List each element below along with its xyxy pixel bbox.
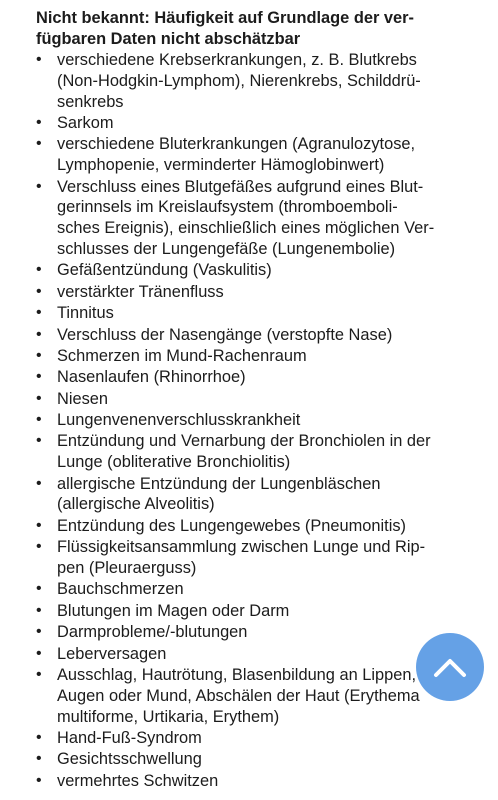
bullet: •	[36, 432, 42, 450]
heading-line: fügbaren Daten nicht abschätzbar	[36, 29, 301, 48]
list-item	[36, 367, 478, 388]
list-item-line: Verschluss eines Blutgefäßes aufgrund eines Blut-	[57, 177, 424, 196]
list-item-line: Gefäßentzündung (Vaskulitis)	[57, 261, 272, 280]
chevron-up-icon	[433, 656, 467, 678]
bullet: •	[36, 644, 42, 662]
list-item	[36, 622, 478, 643]
list-item-line: multiforme, Urtikaria, Erythem)	[57, 707, 280, 726]
list-item-line: schlusses der Lungengefäße (Lungenembolie)	[57, 239, 396, 258]
bullet: •	[36, 51, 42, 68]
document-content	[36, 8, 478, 792]
bullet: •	[36, 580, 42, 598]
list-item-line: Darmprobleme/-blutungen	[57, 623, 248, 642]
list-item-line: Lymphopenie, verminderter Hämoglobinwert)	[57, 156, 385, 175]
bullet: •	[36, 304, 42, 322]
bullet: •	[36, 368, 42, 386]
list-item	[36, 749, 478, 770]
list-item	[36, 579, 478, 600]
bullet: •	[36, 474, 42, 492]
list-item	[36, 177, 478, 260]
list-item-line: Verschluss der Nasengänge (verstopfte Nase)	[57, 325, 393, 344]
heading-line: Nicht bekannt: Häufigkeit auf Grundlage der ver-	[36, 9, 414, 27]
bullet: •	[36, 750, 42, 768]
list-item	[36, 113, 478, 134]
list-item-line: Lunge (obliterative Bronchiolitis)	[57, 453, 291, 472]
list-item	[36, 771, 478, 792]
list-item	[36, 282, 478, 303]
bullet: •	[36, 113, 42, 131]
list-item-line: (Non-Hodgkin-Lymphom), Nierenkrebs, Schilddrü-	[57, 71, 421, 90]
list-item-line: Schmerzen im Mund-Rachenraum	[57, 346, 307, 365]
bullet: •	[36, 135, 42, 153]
list-item	[36, 134, 478, 176]
bullet: •	[36, 665, 42, 683]
list-item	[36, 303, 478, 324]
list-item-line: verstärkter Tränenfluss	[57, 282, 224, 301]
list-item-line: senkrebs	[57, 92, 124, 111]
list-item-line: Entzündung und Vernarbung der Bronchiolen in der	[57, 432, 431, 451]
side-effects-list	[36, 50, 478, 792]
bullet: •	[36, 601, 42, 619]
list-item	[36, 644, 478, 665]
list-item-line: Entzündung des Lungengewebes (Pneumonitis)	[57, 516, 406, 535]
list-item-line: verschiedene Bluterkrankungen (Agranulozytose,	[57, 135, 416, 154]
bullet: •	[36, 177, 42, 195]
bullet: •	[36, 538, 42, 556]
list-item	[36, 665, 478, 727]
list-item-line: Leberversagen	[57, 644, 167, 663]
list-item-line: Tinnitus	[57, 304, 114, 323]
scroll-to-top-button[interactable]	[416, 633, 484, 701]
list-item-line: verschiedene Krebserkrankungen, z. B. Blutkrebs	[57, 51, 417, 69]
list-item	[36, 50, 478, 112]
list-item-line: Gesichtsschwellung	[57, 750, 202, 769]
list-item-line: pen (Pleuraerguss)	[57, 559, 197, 578]
list-item-line: Flüssigkeitsansammlung zwischen Lunge und Rip-	[57, 538, 426, 557]
list-item	[36, 346, 478, 367]
list-item-line: Blutungen im Magen oder Darm	[57, 601, 290, 620]
list-item	[36, 516, 478, 537]
list-item	[36, 431, 478, 473]
bullet: •	[36, 771, 42, 789]
list-item-line: gerinnsels im Kreislaufsystem (thromboemboli-	[57, 198, 398, 217]
list-item	[36, 389, 478, 410]
list-item-line: vermehrtes Schwitzen	[57, 771, 219, 790]
list-item	[36, 260, 478, 281]
section-heading	[36, 8, 478, 49]
list-item-line: allergische Entzündung der Lungenbläschen	[57, 474, 381, 493]
bullet: •	[36, 389, 42, 407]
bullet: •	[36, 282, 42, 300]
bullet: •	[36, 261, 42, 279]
list-item	[36, 410, 478, 431]
list-item-line: Bauchschmerzen	[57, 580, 184, 599]
list-item	[36, 325, 478, 346]
list-item-line: Hand-Fuß-Syndrom	[57, 728, 202, 747]
list-item-line: Lungenvenenverschlusskrankheit	[57, 411, 301, 430]
list-item-line: Augen oder Mund, Abschälen der Haut (Erythema	[57, 686, 420, 705]
list-item-line: Sarkom	[57, 113, 114, 132]
bullet: •	[36, 623, 42, 641]
list-item	[36, 728, 478, 749]
list-item	[36, 601, 478, 622]
bullet: •	[36, 346, 42, 364]
bullet: •	[36, 516, 42, 534]
list-item	[36, 474, 478, 516]
bullet: •	[36, 325, 42, 343]
list-item-line: Niesen	[57, 389, 109, 408]
list-item-line: Nasenlaufen (Rhinorrhoe)	[57, 368, 246, 387]
list-item	[36, 537, 478, 579]
bullet: •	[36, 411, 42, 429]
list-item-line: Ausschlag, Hautrötung, Blasenbildung an Lippen,	[57, 665, 417, 684]
list-item-line: (allergische Alveolitis)	[57, 495, 215, 514]
list-item-line: sches Ereignis), einschließlich eines möglichen Ver-	[57, 219, 435, 238]
bullet: •	[36, 728, 42, 746]
